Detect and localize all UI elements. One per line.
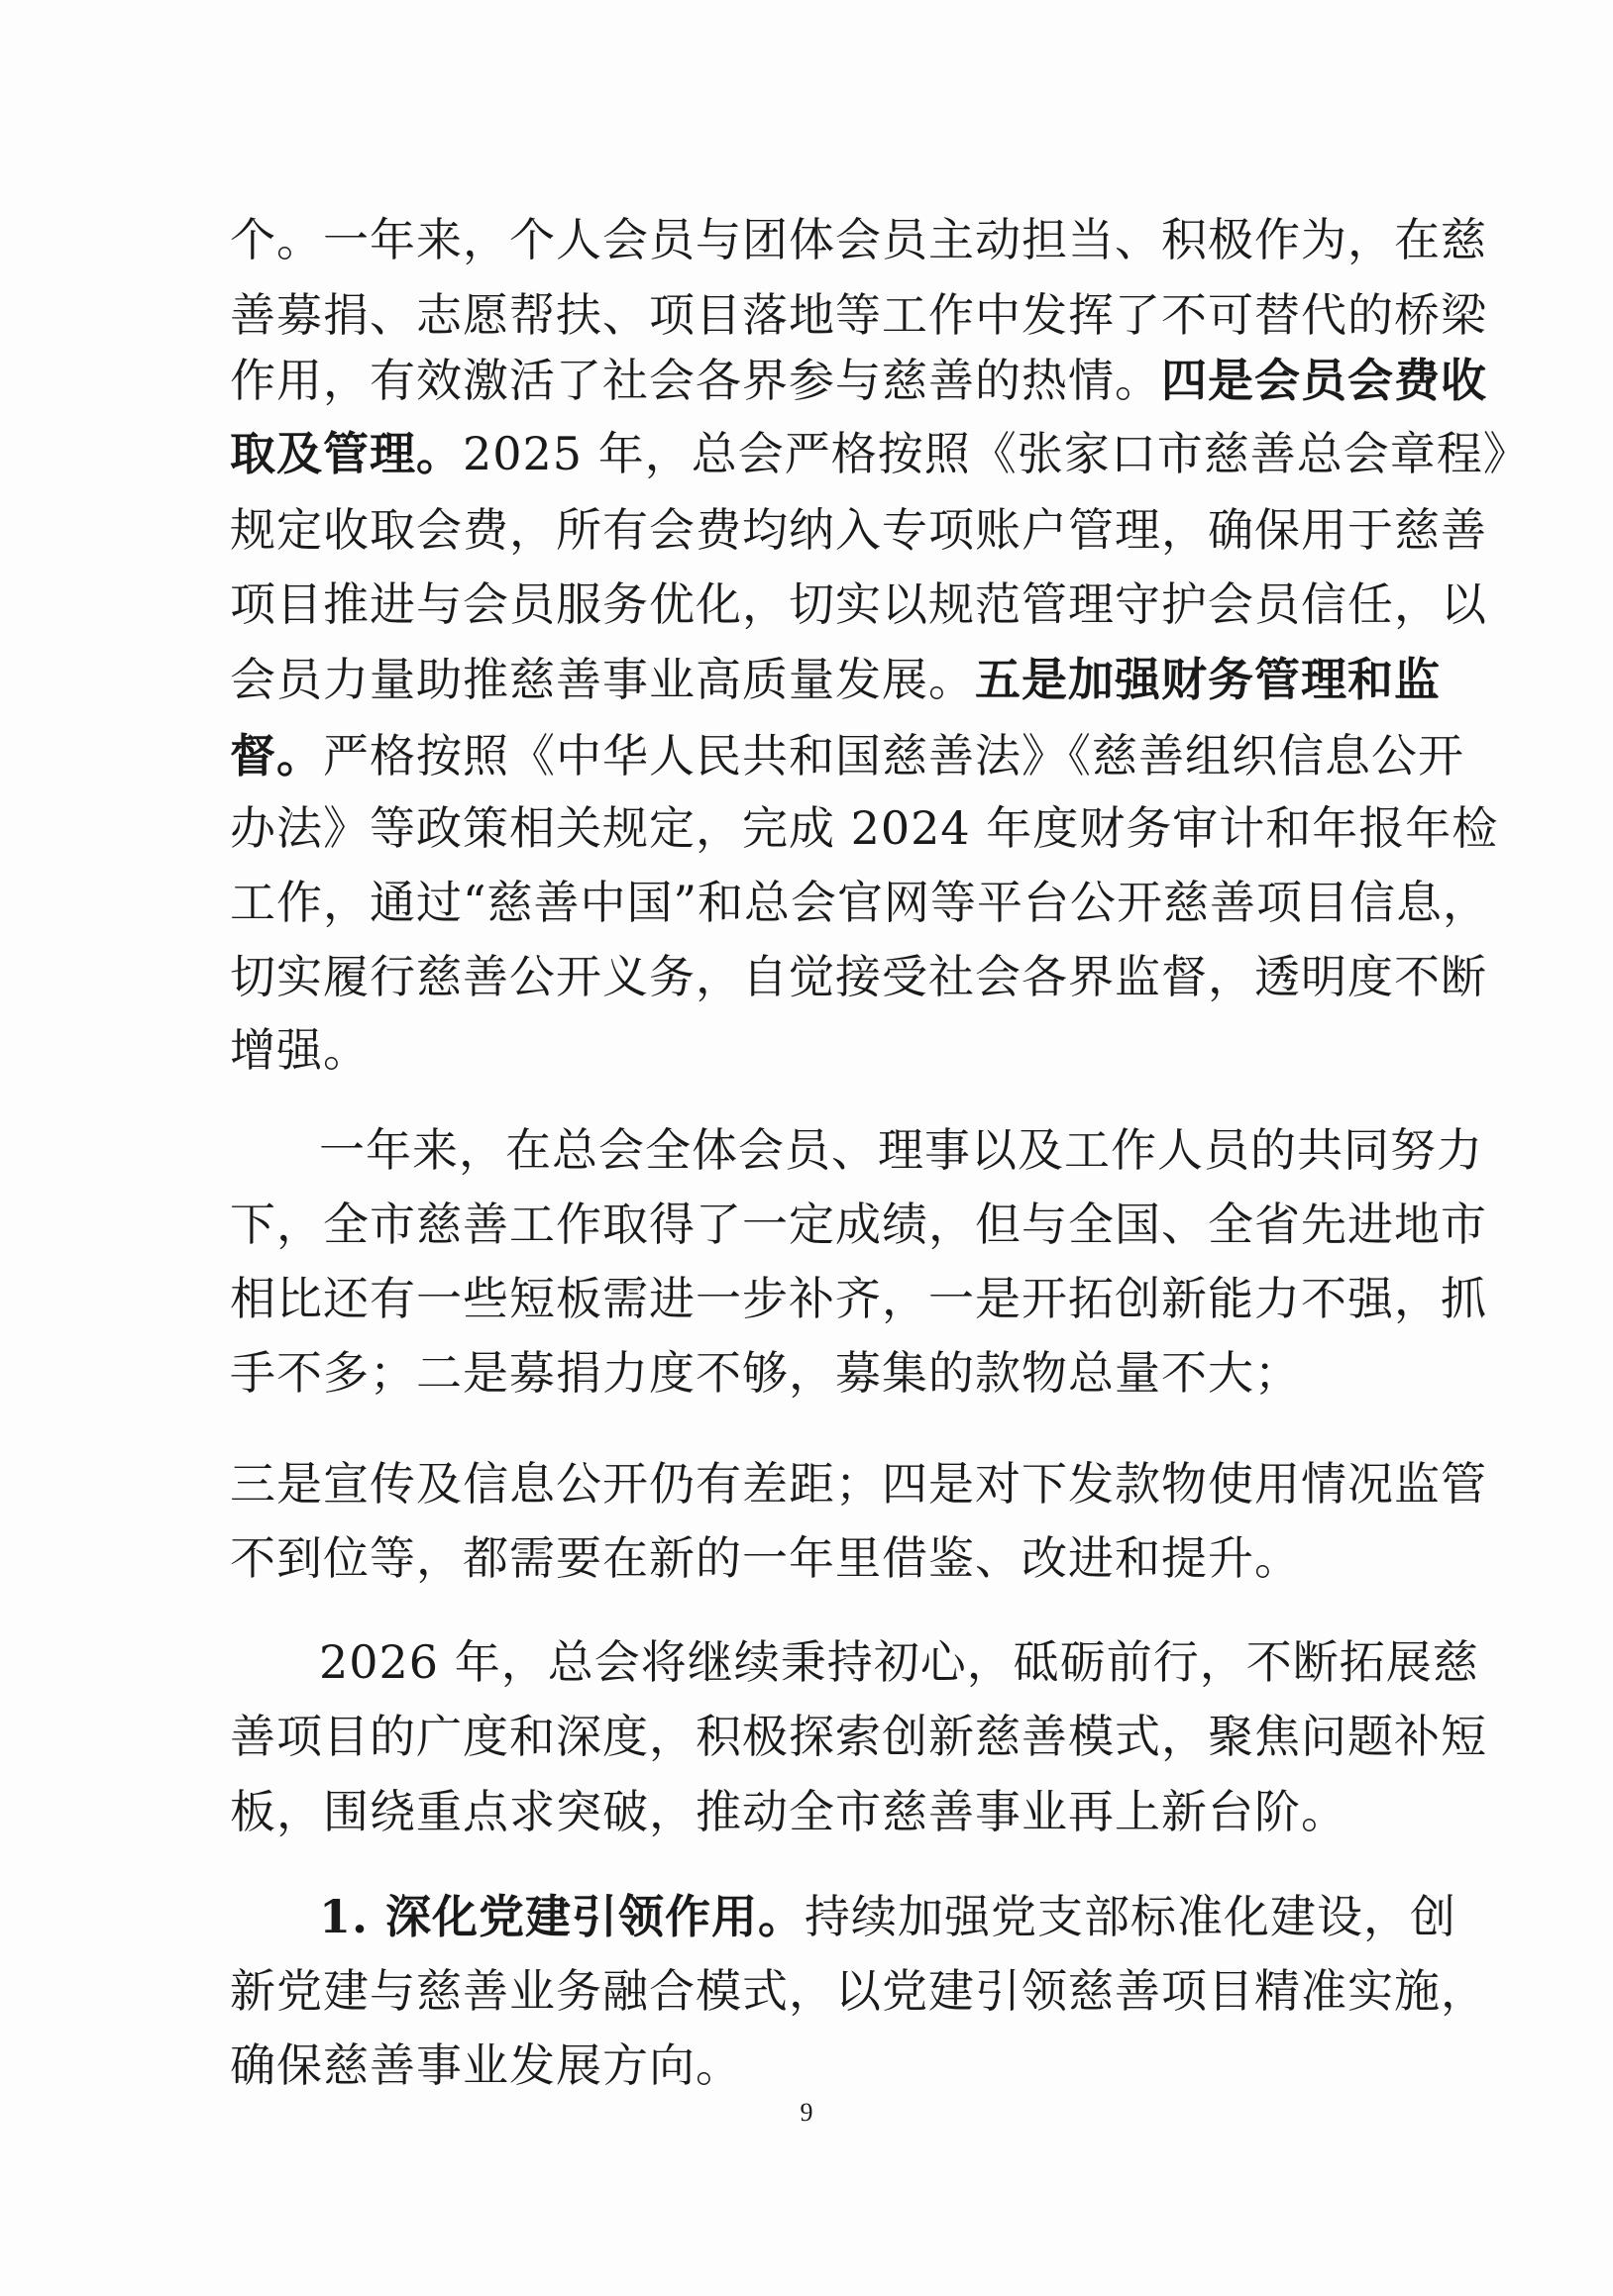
body-text: 手不多；二是募捐力度不够，募集的款物总量不大；: [230, 1346, 1301, 1400]
body-text: 下，全市慈善工作取得了一定成绩，但与全国、全省先进地市: [230, 1198, 1487, 1251]
paragraph-line: [230, 1343, 1389, 1403]
paragraph-line: [230, 1782, 1389, 1841]
paragraph-line: [230, 726, 1464, 785]
body-text: 板，围绕重点求突破，推动全市慈善事业再上新台阶。: [230, 1785, 1347, 1838]
body-text: 项目推进与会员服务优化，切实以规范管理守护会员信任，以: [230, 577, 1487, 631]
body-text: 持续加强党支部标准化建设，创: [805, 1890, 1457, 1943]
body-text: 2026 年，总会将继续秉持初心，砥砺前行，不断拓展慈: [319, 1635, 1479, 1689]
paragraph-line: [230, 2035, 1389, 2095]
paragraph-line: [230, 1454, 1487, 1513]
paragraph-line: [230, 1020, 1389, 1080]
paragraph-line: [230, 1707, 1487, 1766]
paragraph-line: [230, 650, 1441, 709]
page-number: 9: [800, 2098, 813, 2127]
paragraph-line: [230, 1269, 1487, 1328]
bold-heading-text: 四是会员会费收: [1161, 354, 1487, 407]
body-text: 切实履行慈善公开义务，自觉接受社会各界监督，透明度不断: [230, 950, 1487, 1003]
body-text: 2025 年，总会严格按照《张家口市慈善总会章程》: [463, 427, 1530, 480]
paragraph-line: [230, 500, 1487, 560]
paragraph-line: [230, 574, 1487, 634]
body-text: 新党建与慈善业务融合模式，以党建引领慈善项目精准实施，: [230, 1964, 1487, 2018]
body-text: 作用，有效激活了社会各界参与慈善的热情。: [230, 354, 1161, 407]
paragraph-line: [230, 1961, 1487, 2021]
paragraph-line: [319, 1887, 1457, 1946]
body-text: 工作，通过“慈善中国”和总会官网等平台公开慈善项目信息，: [230, 876, 1490, 929]
bold-heading-text: 督。: [230, 729, 323, 783]
paragraph-line: [230, 798, 1499, 858]
paragraph-line: [230, 351, 1487, 410]
body-text: 规定收取会费，所有会费均纳入专项账户管理，确保用于慈善: [230, 503, 1487, 557]
paragraph-line: [230, 1528, 1389, 1588]
paragraph-line: [230, 210, 1487, 269]
body-text: 三是宣传及信息公开仍有差距；四是对下发款物使用情况监管: [230, 1457, 1487, 1511]
paragraph-line: [230, 1195, 1487, 1254]
bold-heading-text: 五是加强财务管理和监: [975, 653, 1441, 706]
paragraph-line: [230, 873, 1490, 932]
paragraph-line: [319, 1632, 1479, 1692]
paragraph-line: [230, 285, 1487, 345]
body-text: 确保慈善事业发展方向。: [230, 2038, 742, 2092]
body-text: 严格按照《中华人民共和国慈善法》《慈善组织信息公开: [323, 729, 1464, 783]
paragraph-line: [319, 1120, 1483, 1180]
body-text: 不到位等，都需要在新的一年里借鉴、改进和提升。: [230, 1531, 1301, 1585]
body-text: 相比还有一些短板需进一步补齐，一是开拓创新能力不强，抓: [230, 1272, 1487, 1325]
bold-heading-text: 1. 深化党建引领作用。: [319, 1890, 806, 1943]
body-text: 善项目的广度和深度，积极探索创新慈善模式，聚焦问题补短: [230, 1710, 1487, 1763]
body-text: 办法》等政策相关规定，完成 2024 年度财务审计和年报年检: [230, 801, 1499, 855]
body-text: 一年来，在总会全体会员、理事以及工作人员的共同努力: [319, 1123, 1483, 1177]
body-text: 善募捐、志愿帮扶、项目落地等工作中发挥了不可替代的桥梁: [230, 288, 1487, 342]
body-text: 个。一年来，个人会员与团体会员主动担当、积极作为，在慈: [230, 213, 1487, 266]
body-text: 会员力量助推慈善事业高质量发展。: [230, 653, 975, 706]
paragraph-line: [230, 424, 1530, 483]
paragraph-line: [230, 947, 1487, 1006]
bold-heading-text: 取及管理。: [230, 427, 463, 480]
body-text: 增强。: [230, 1023, 370, 1077]
